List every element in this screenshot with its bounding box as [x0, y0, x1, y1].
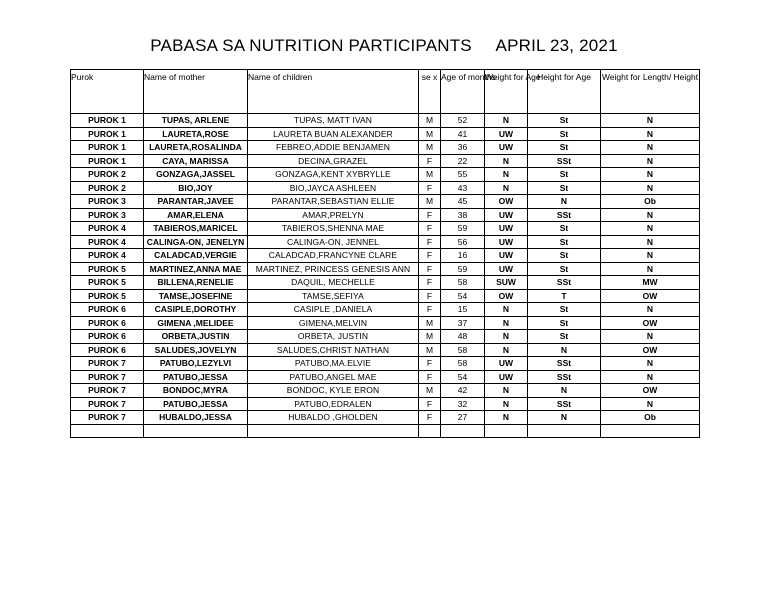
table-row — [71, 222, 700, 236]
cell-weight-for-length: OW — [601, 316, 700, 330]
empty-cell — [144, 424, 248, 438]
cell-height-for-age: St — [528, 222, 601, 236]
cell-purok: PUROK 7 — [71, 384, 144, 398]
cell-sex: M — [419, 384, 441, 398]
cell-weight-for-age: N — [485, 316, 528, 330]
cell-purok: PUROK 2 — [71, 168, 144, 182]
empty-cell — [601, 424, 700, 438]
cell-age: 43 — [441, 181, 485, 195]
table-row — [71, 303, 700, 317]
cell-sex: M — [419, 114, 441, 128]
cell-age: 15 — [441, 303, 485, 317]
cell-weight-for-age: N — [485, 343, 528, 357]
cell-purok: PUROK 6 — [71, 330, 144, 344]
cell-purok: PUROK 1 — [71, 154, 144, 168]
table-row — [71, 154, 700, 168]
cell-age: 16 — [441, 249, 485, 263]
cell-weight-for-age: UW — [485, 262, 528, 276]
table-row — [71, 316, 700, 330]
cell-weight-for-age: N — [485, 114, 528, 128]
empty-cell — [485, 424, 528, 438]
cell-child: PATUBO,MA.ELVIE — [248, 357, 419, 371]
cell-weight-for-age: N — [485, 154, 528, 168]
cell-mother: GONZAGA,JASSEL — [144, 168, 248, 182]
cell-weight-for-age: N — [485, 411, 528, 425]
cell-child: GONZAGA,KENT XYBRYLLE — [248, 168, 419, 182]
cell-child: SALUDES,CHRIST NATHAN — [248, 343, 419, 357]
table-row — [71, 181, 700, 195]
cell-weight-for-age: UW — [485, 208, 528, 222]
header-sex: se x — [419, 70, 441, 114]
cell-sex: M — [419, 168, 441, 182]
table-row — [71, 208, 700, 222]
cell-sex: F — [419, 181, 441, 195]
table-row — [71, 343, 700, 357]
header-row — [71, 70, 700, 114]
cell-weight-for-age: SUW — [485, 276, 528, 290]
cell-weight-for-length: N — [601, 370, 700, 384]
empty-cell — [441, 424, 485, 438]
cell-purok: PUROK 6 — [71, 343, 144, 357]
cell-purok: PUROK 6 — [71, 303, 144, 317]
cell-weight-for-age: N — [485, 397, 528, 411]
cell-mother: MARTINEZ,ANNA MAE — [144, 262, 248, 276]
cell-child: MARTINEZ, PRINCESS GENESIS ANN — [248, 262, 419, 276]
cell-mother: TAMSE,JOSEFINE — [144, 289, 248, 303]
cell-mother: HUBALDO,JESSA — [144, 411, 248, 425]
cell-sex: F — [419, 397, 441, 411]
cell-purok: PUROK 7 — [71, 411, 144, 425]
empty-cell — [71, 424, 144, 438]
cell-mother: LAURETA,ROSALINDA — [144, 141, 248, 155]
cell-weight-for-length: N — [601, 154, 700, 168]
empty-cell — [419, 424, 441, 438]
cell-age: 27 — [441, 411, 485, 425]
cell-sex: F — [419, 222, 441, 236]
cell-child: ORBETA, JUSTIN — [248, 330, 419, 344]
cell-weight-for-length: N — [601, 208, 700, 222]
cell-weight-for-age: UW — [485, 235, 528, 249]
cell-sex: F — [419, 262, 441, 276]
cell-height-for-age: St — [528, 181, 601, 195]
cell-weight-for-age: N — [485, 330, 528, 344]
cell-height-for-age: St — [528, 168, 601, 182]
cell-height-for-age: T — [528, 289, 601, 303]
cell-child: HUBALDO ,GHOLDEN — [248, 411, 419, 425]
cell-child: AMAR,PRELYN — [248, 208, 419, 222]
cell-mother: TABIEROS,MARICEL — [144, 222, 248, 236]
cell-child: LAURETA BUAN ALEXANDER — [248, 127, 419, 141]
cell-weight-for-length: OW — [601, 384, 700, 398]
table-row — [71, 289, 700, 303]
cell-age: 54 — [441, 289, 485, 303]
cell-age: 42 — [441, 384, 485, 398]
cell-child: PATUBO,EDRALEN — [248, 397, 419, 411]
cell-weight-for-age: UW — [485, 127, 528, 141]
cell-age: 54 — [441, 370, 485, 384]
page-title: PABASA SA NUTRITION PARTICIPANTS APRIL 23, 2021 — [150, 36, 618, 55]
cell-mother: CALINGA-ON, JENELYN — [144, 235, 248, 249]
cell-child: DECINA,GRAZEL — [248, 154, 419, 168]
cell-sex: M — [419, 330, 441, 344]
cell-height-for-age: St — [528, 262, 601, 276]
cell-height-for-age: N — [528, 411, 601, 425]
table-row — [71, 384, 700, 398]
cell-sex: F — [419, 370, 441, 384]
cell-age: 58 — [441, 357, 485, 371]
cell-sex: F — [419, 411, 441, 425]
cell-weight-for-length: Ob — [601, 195, 700, 209]
cell-sex: F — [419, 249, 441, 263]
cell-child: CALADCAD,FRANCYNE CLARE — [248, 249, 419, 263]
cell-weight-for-age: UW — [485, 222, 528, 236]
cell-weight-for-length: N — [601, 127, 700, 141]
cell-purok: PUROK 1 — [71, 127, 144, 141]
cell-age: 37 — [441, 316, 485, 330]
cell-age: 52 — [441, 114, 485, 128]
cell-child: FEBREO,ADDIE BENJAMEN — [248, 141, 419, 155]
cell-sex: M — [419, 127, 441, 141]
cell-sex: F — [419, 357, 441, 371]
cell-weight-for-length: N — [601, 303, 700, 317]
cell-purok: PUROK 5 — [71, 289, 144, 303]
cell-mother: PATUBO,LEZYLVI — [144, 357, 248, 371]
header-purok: Purok — [71, 70, 144, 114]
cell-age: 59 — [441, 222, 485, 236]
empty-cell — [248, 424, 419, 438]
cell-height-for-age: St — [528, 249, 601, 263]
table-body — [71, 114, 700, 438]
cell-height-for-age: SSt — [528, 397, 601, 411]
cell-weight-for-age: N — [485, 303, 528, 317]
cell-height-for-age: SSt — [528, 370, 601, 384]
cell-age: 45 — [441, 195, 485, 209]
cell-mother: SALUDES,JOVELYN — [144, 343, 248, 357]
cell-height-for-age: St — [528, 316, 601, 330]
table-row — [71, 141, 700, 155]
table-row — [71, 249, 700, 263]
table-row — [71, 235, 700, 249]
cell-weight-for-length: N — [601, 114, 700, 128]
cell-age: 58 — [441, 276, 485, 290]
cell-purok: PUROK 4 — [71, 249, 144, 263]
cell-weight-for-length: OW — [601, 289, 700, 303]
header-weight-for-length: Weight for Length/ Height — [601, 70, 700, 114]
cell-age: 56 — [441, 235, 485, 249]
cell-mother: PATUBO,JESSA — [144, 397, 248, 411]
cell-weight-for-age: N — [485, 168, 528, 182]
header-height-for-age: Height for Age — [528, 70, 601, 114]
cell-height-for-age: SSt — [528, 276, 601, 290]
cell-child: CALINGA-ON, JENNEL — [248, 235, 419, 249]
cell-sex: F — [419, 235, 441, 249]
cell-sex: M — [419, 343, 441, 357]
cell-child: PARANTAR,SEBASTIAN ELLIE — [248, 195, 419, 209]
cell-sex: F — [419, 303, 441, 317]
cell-age: 48 — [441, 330, 485, 344]
cell-age: 36 — [441, 141, 485, 155]
cell-purok: PUROK 1 — [71, 114, 144, 128]
cell-weight-for-length: OW — [601, 343, 700, 357]
cell-sex: F — [419, 276, 441, 290]
table-row — [71, 168, 700, 182]
cell-purok: PUROK 1 — [71, 141, 144, 155]
cell-weight-for-length: N — [601, 222, 700, 236]
cell-height-for-age: St — [528, 141, 601, 155]
cell-mother: PATUBO,JESSA — [144, 370, 248, 384]
cell-mother: CASIPLE,DOROTHY — [144, 303, 248, 317]
cell-weight-for-age: UW — [485, 249, 528, 263]
cell-child: GIMENA,MELVIN — [248, 316, 419, 330]
cell-weight-for-age: N — [485, 181, 528, 195]
cell-mother: AMAR,ELENA — [144, 208, 248, 222]
table-row — [71, 276, 700, 290]
cell-weight-for-length: N — [601, 330, 700, 344]
cell-height-for-age: SSt — [528, 154, 601, 168]
cell-weight-for-age: UW — [485, 141, 528, 155]
cell-child: TUPAS, MATT IVAN — [248, 114, 419, 128]
cell-weight-for-length: N — [601, 181, 700, 195]
cell-height-for-age: N — [528, 343, 601, 357]
cell-purok: PUROK 5 — [71, 276, 144, 290]
table-row — [71, 411, 700, 425]
cell-sex: M — [419, 141, 441, 155]
cell-child: PATUBO,ANGEL MAE — [248, 370, 419, 384]
cell-sex: F — [419, 208, 441, 222]
cell-child: BONDOC, KYLE ERON — [248, 384, 419, 398]
cell-mother: PARANTAR,JAVEE — [144, 195, 248, 209]
cell-age: 41 — [441, 127, 485, 141]
cell-mother: LAURETA,ROSE — [144, 127, 248, 141]
cell-weight-for-length: N — [601, 397, 700, 411]
cell-child: CASIPLE ,DANIELA — [248, 303, 419, 317]
cell-purok: PUROK 4 — [71, 235, 144, 249]
cell-mother: TUPAS, ARLENE — [144, 114, 248, 128]
header-mother: Name of mother — [144, 70, 248, 114]
cell-weight-for-age: UW — [485, 370, 528, 384]
header-age: Age of months — [441, 70, 485, 114]
cell-age: 59 — [441, 262, 485, 276]
table-row — [71, 357, 700, 371]
table-row — [71, 397, 700, 411]
cell-purok: PUROK 2 — [71, 181, 144, 195]
cell-weight-for-length: N — [601, 357, 700, 371]
cell-age: 58 — [441, 343, 485, 357]
cell-sex: M — [419, 316, 441, 330]
cell-purok: PUROK 4 — [71, 222, 144, 236]
cell-weight-for-age: OW — [485, 195, 528, 209]
header-weight-for-age: Weight for Age — [485, 70, 528, 114]
table-row — [71, 262, 700, 276]
cell-purok: PUROK 3 — [71, 208, 144, 222]
table-row — [71, 195, 700, 209]
cell-age: 38 — [441, 208, 485, 222]
cell-height-for-age: SSt — [528, 357, 601, 371]
cell-child: DAQUIL, MECHELLE — [248, 276, 419, 290]
cell-purok: PUROK 3 — [71, 195, 144, 209]
cell-purok: PUROK 7 — [71, 397, 144, 411]
cell-child: BIO,JAYCA ASHLEEN — [248, 181, 419, 195]
header-children: Name of children — [248, 70, 419, 114]
cell-mother: GIMENA ,MELIDEE — [144, 316, 248, 330]
cell-mother: CALADCAD,VERGIE — [144, 249, 248, 263]
cell-purok: PUROK 7 — [71, 370, 144, 384]
cell-weight-for-length: Ob — [601, 411, 700, 425]
cell-sex: M — [419, 195, 441, 209]
cell-mother: BIO,JOY — [144, 181, 248, 195]
cell-weight-for-length: N — [601, 168, 700, 182]
cell-mother: CAYA, MARISSA — [144, 154, 248, 168]
cell-height-for-age: St — [528, 114, 601, 128]
cell-height-for-age: St — [528, 127, 601, 141]
table-row — [71, 370, 700, 384]
cell-height-for-age: N — [528, 195, 601, 209]
cell-weight-for-length: N — [601, 262, 700, 276]
cell-child: TAMSE,SEFIYA — [248, 289, 419, 303]
cell-height-for-age: St — [528, 303, 601, 317]
cell-purok: PUROK 6 — [71, 316, 144, 330]
cell-age: 22 — [441, 154, 485, 168]
cell-weight-for-length: N — [601, 249, 700, 263]
cell-mother: BONDOC,MYRA — [144, 384, 248, 398]
empty-cell — [528, 424, 601, 438]
empty-row — [71, 424, 700, 438]
cell-weight-for-length: MW — [601, 276, 700, 290]
cell-weight-for-age: UW — [485, 357, 528, 371]
participants-table — [70, 69, 700, 438]
cell-purok: PUROK 7 — [71, 357, 144, 371]
cell-mother: ORBETA,JUSTIN — [144, 330, 248, 344]
table-row — [71, 330, 700, 344]
cell-height-for-age: SSt — [528, 208, 601, 222]
table-row — [71, 114, 700, 128]
cell-sex: F — [419, 289, 441, 303]
cell-height-for-age: N — [528, 384, 601, 398]
cell-weight-for-length: N — [601, 141, 700, 155]
cell-weight-for-age: OW — [485, 289, 528, 303]
cell-height-for-age: St — [528, 330, 601, 344]
cell-weight-for-age: N — [485, 384, 528, 398]
cell-age: 32 — [441, 397, 485, 411]
cell-height-for-age: St — [528, 235, 601, 249]
cell-mother: BILLENA,RENELIE — [144, 276, 248, 290]
cell-age: 55 — [441, 168, 485, 182]
cell-sex: F — [419, 154, 441, 168]
cell-purok: PUROK 5 — [71, 262, 144, 276]
table-row — [71, 127, 700, 141]
cell-child: TABIEROS,SHENNA MAE — [248, 222, 419, 236]
cell-weight-for-length: N — [601, 235, 700, 249]
